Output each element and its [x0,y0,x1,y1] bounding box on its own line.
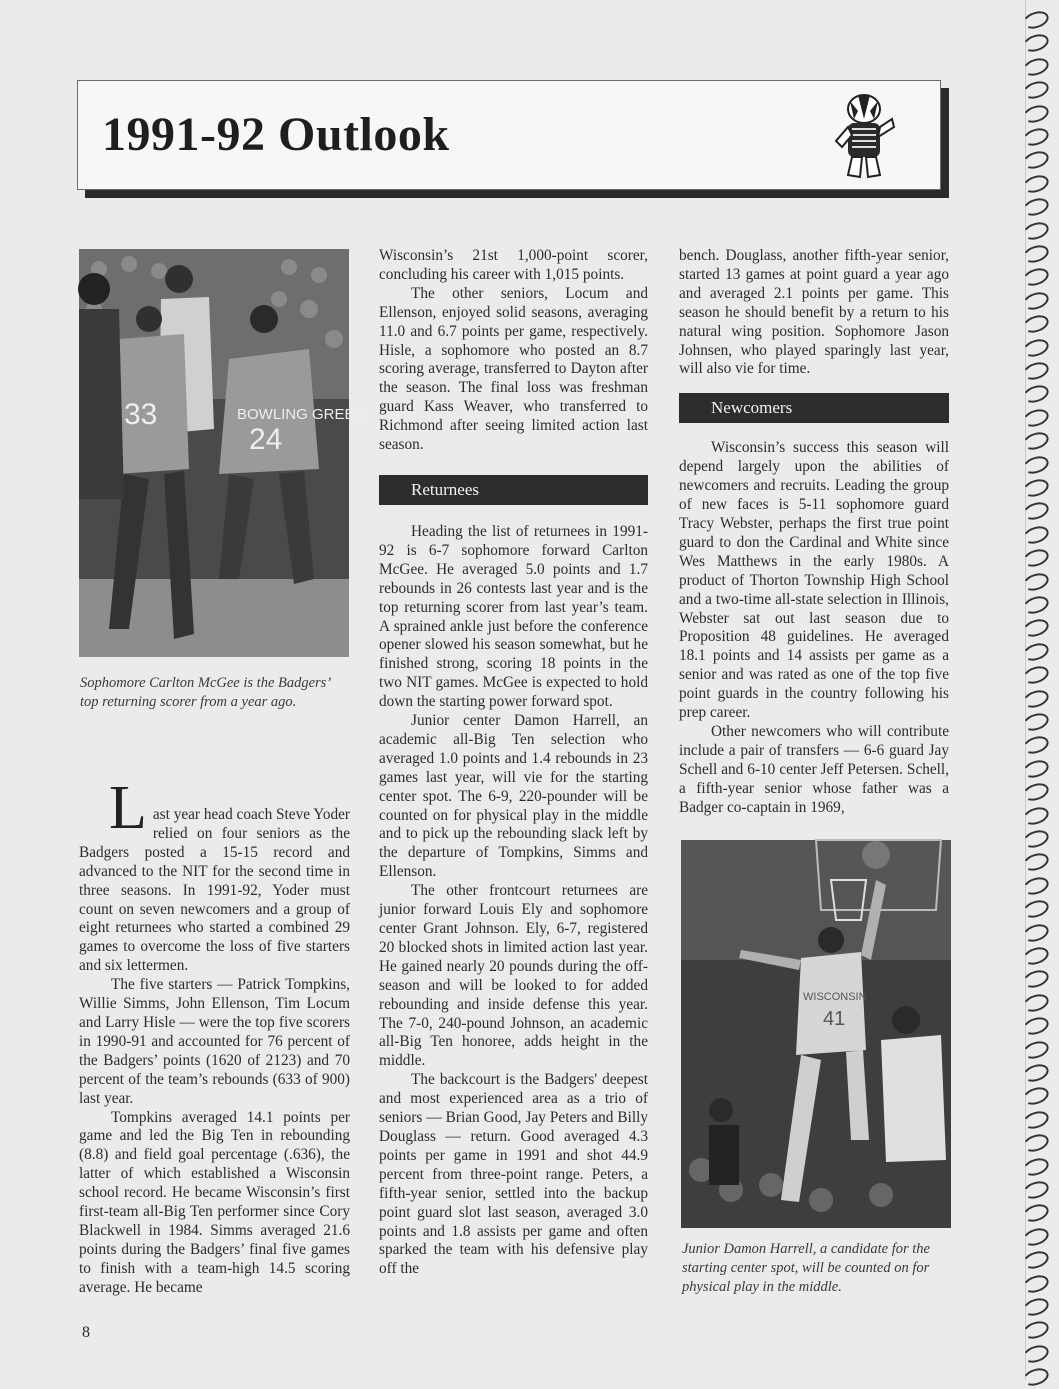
binding-coil [1021,336,1051,359]
jersey-text: WISCONSIN [803,991,867,1003]
photo-caption: Sophomore Carlton McGee is the Badgers’ top returning scorer from a year ago. [80,675,330,710]
binding-coil [1021,1342,1051,1365]
section-heading-returnees: Returnees [379,475,648,505]
badger-mascot-icon [832,89,896,181]
jersey-number: 33 [124,398,158,431]
binding-coil [1021,968,1051,991]
binding-coil [1021,874,1051,897]
binding-coil [1021,125,1051,148]
binding-coil [1021,1108,1051,1131]
body-paragraph: The five starters — Patrick Tompkins, Willie Simms, John Ellenson, Tim Locum and Larry Hisle — were the top five scorers in 1990-91 and accounted for 76 percent of the Badgers’ points (1620 of 2123) and 70 percent of the team’s rebounds (633 of 900) last year. [79,976,350,1107]
binding-coil [1021,710,1051,733]
binding-coil [1021,406,1051,429]
binding-coil [1021,827,1051,850]
jersey-number: 41 [823,1008,846,1030]
body-paragraph: Junior center Damon Harrell, an academic all-Big Ten selection who averaged 1.0 points and 1.4 rebounds in 23 games last year, will vie for the starting center spot. The 6-9, 220-pounder will be counted on for physical play in the middle and to pick up the rebounding slack left by the departure of Tompkins, Simms and Ellenson. [379,712,648,881]
binding-coil [1021,1202,1051,1225]
binding-coil [1021,1038,1051,1061]
binding-coil [1021,757,1051,780]
binding-coil [1021,547,1051,570]
page-number: 8 [82,1324,90,1341]
binding-coil [1021,1155,1051,1178]
body-paragraph: bench. Douglass, another fifth-year senior, started 13 games at point guard a year ago and averaged 2.1 points per game. This season he should benefit by a return to his natural wing position. Sophomore Jason Johnsen, who played sparingly last year, will also vie for time. [679,247,949,378]
page-title: 1991-92 Outlook [102,108,450,161]
binding-coil [1021,219,1051,242]
binding-coil [1021,664,1051,687]
spiral-binding [1019,0,1059,1380]
binding-coil [1021,570,1051,593]
binding-coil [1021,8,1051,31]
binding-coil [1021,359,1051,382]
binding-coil [1021,476,1051,499]
binding-coil [1021,617,1051,640]
binding-coil [1021,1249,1051,1272]
body-paragraph: Last year head coach Steve Yoder relied on four seniors as the Badgers posted a 15-15 record and advanced to the NIT for the second time in three seasons. In 1991-92, Yoder must count on seven newcomers and a group of eight returnees who started a combined 29 games to overcome the loss of five starters and six lettermen. [79,774,350,975]
binding-coil [1021,1225,1051,1248]
binding-coil [1021,1295,1051,1318]
body-paragraph: The backcourt is the Badgers' deepest and most experienced area as a trio of seniors — Brian Good, Jay Peters and Billy Douglass — return. Good averaged 4.3 points per game in 1991 and shot 44.9 percent from three-point range. Peters, a fifth-year senior, settled into the backup point guard slot last season, averaged 3.0 points and 1.8 assists per game and often sparked the team with his defensive play off the [379,1071,648,1278]
binding-coil [1021,944,1051,967]
binding-coil [1021,149,1051,172]
binding-coil [1021,172,1051,195]
binding-coil [1021,1319,1051,1342]
binding-coil [1021,1085,1051,1108]
binding-coil [1021,921,1051,944]
header-box [77,80,941,190]
binding-coil [1021,32,1051,55]
binding-coil [1021,383,1051,406]
binding-coil [1021,1132,1051,1155]
body-paragraph: Other newcomers who will contribute include a pair of transfers — 6-6 guard Jay Schell and 6-10 center Jeff Petersen. Schell, a fifth-year senior whose father was a Badger co-captain in 1969, [679,722,949,816]
body-paragraph: Wisconsin’s success this season will depend largely upon the abilities of newcomers and recruits. Leading the group of new faces is 5-11 sophomore guard Tracy Webster, perhaps the first true point guard to don the Cardinal and White since Wes Matthews in the early 1980s. A product of Thorton Township High School and a two-time all-state selection in Illinois, Webster sat out last season due to Proposition 48 guidelines. He averaged 18.1 points and 14 assists per game as a senior and was rated as one of the top five point guards in the country following his prep career. [679,439,949,722]
binding-coil [1021,687,1051,710]
column-3 [679,247,949,817]
binding-coil [1021,79,1051,102]
jersey-number: 24 [249,423,283,456]
photo-caption: Junior Damon Harrell, a candidate for the starting center spot, will be counted on for physical play in the middle. [682,1241,930,1295]
binding-coil [1021,991,1051,1014]
binding-coil [1021,242,1051,265]
body-paragraph: Heading the list of returnees in 1991-92 is 6-7 sophomore forward Carlton McGee. He averaged 5.0 points and 1.7 rebounds in 26 contests last year and is the top returning scorer from last year’s team. A sprained ankle just before the conference opener slowed his season somewhat, but he finished strong, scoring 18 points in the two NIT games. McGee is expected to hold down the starting power forward spot. [379,522,648,711]
section-heading-newcomers: Newcomers [679,393,949,423]
binding-coil [1021,593,1051,616]
binding-coil [1021,1061,1051,1084]
binding-coil [1021,55,1051,78]
binding-coil [1021,289,1051,312]
binding-coil [1021,804,1051,827]
binding-coil [1021,898,1051,921]
binding-coil [1021,1272,1051,1295]
drop-cap: L [109,774,147,842]
body-paragraph: Wisconsin’s 21st 1,000-point scorer, concluding his career with 1,015 points. [379,247,648,283]
binding-coil [1021,453,1051,476]
column-2 [379,247,648,1279]
binding-coil [1021,1178,1051,1201]
jersey-text: BOWLING GREEN [237,406,366,423]
binding-coil [1021,102,1051,125]
body-paragraph: Tompkins averaged 14.1 points per game and led the Big Ten in rebounding (8.8) and field goal percentage (.636), the latter of which established a Wisconsin school record. He became Wisconsin’s first first-team all-Big Ten performer since Cory Blackwell in 1984. Simms averaged 21.6 points during the Badgers’ final five games to finish with a team-high 14.5 scoring average. He became [79,1108,350,1296]
binding-coil [1021,851,1051,874]
binding-coil [1021,313,1051,336]
binding-coil [1021,523,1051,546]
photo-damon-harrell [681,840,951,1228]
body-paragraph: The other seniors, Locum and Ellenson, enjoyed solid seasons, averaging 11.0 and 6.7 points per game, respectively. Hisle, a sophomore who posted an 8.7 scoring average, transferred to Dayton after the season. The final loss was freshman guard Kass Weaver, who transferred to Richmond after seeing limited action last season. [379,284,648,454]
binding-coil [1021,1015,1051,1038]
photo-carlton-mcgee [79,249,366,657]
body-paragraph: The other frontcourt returnees are junior forward Louis Ely and sophomore center Grant Johnson. Ely, 6-7, registered 20 blocked shots in limited action last year. He gained nearly 20 pounds during the off-season and will be looked to for added rebounding and inside defense this year. The 7-0, 240-pound Johnson, an academic all-Big Ten honoree, adds height in the middle. [379,882,648,1070]
binding-coil [1021,640,1051,663]
binding-coil [1021,196,1051,219]
binding-coil [1021,781,1051,804]
binding-coil [1021,430,1051,453]
column-1 [79,772,350,1298]
binding-coil [1021,734,1051,757]
binding-coil [1021,266,1051,289]
binding-coil [1021,1366,1051,1389]
binding-coil [1021,500,1051,523]
